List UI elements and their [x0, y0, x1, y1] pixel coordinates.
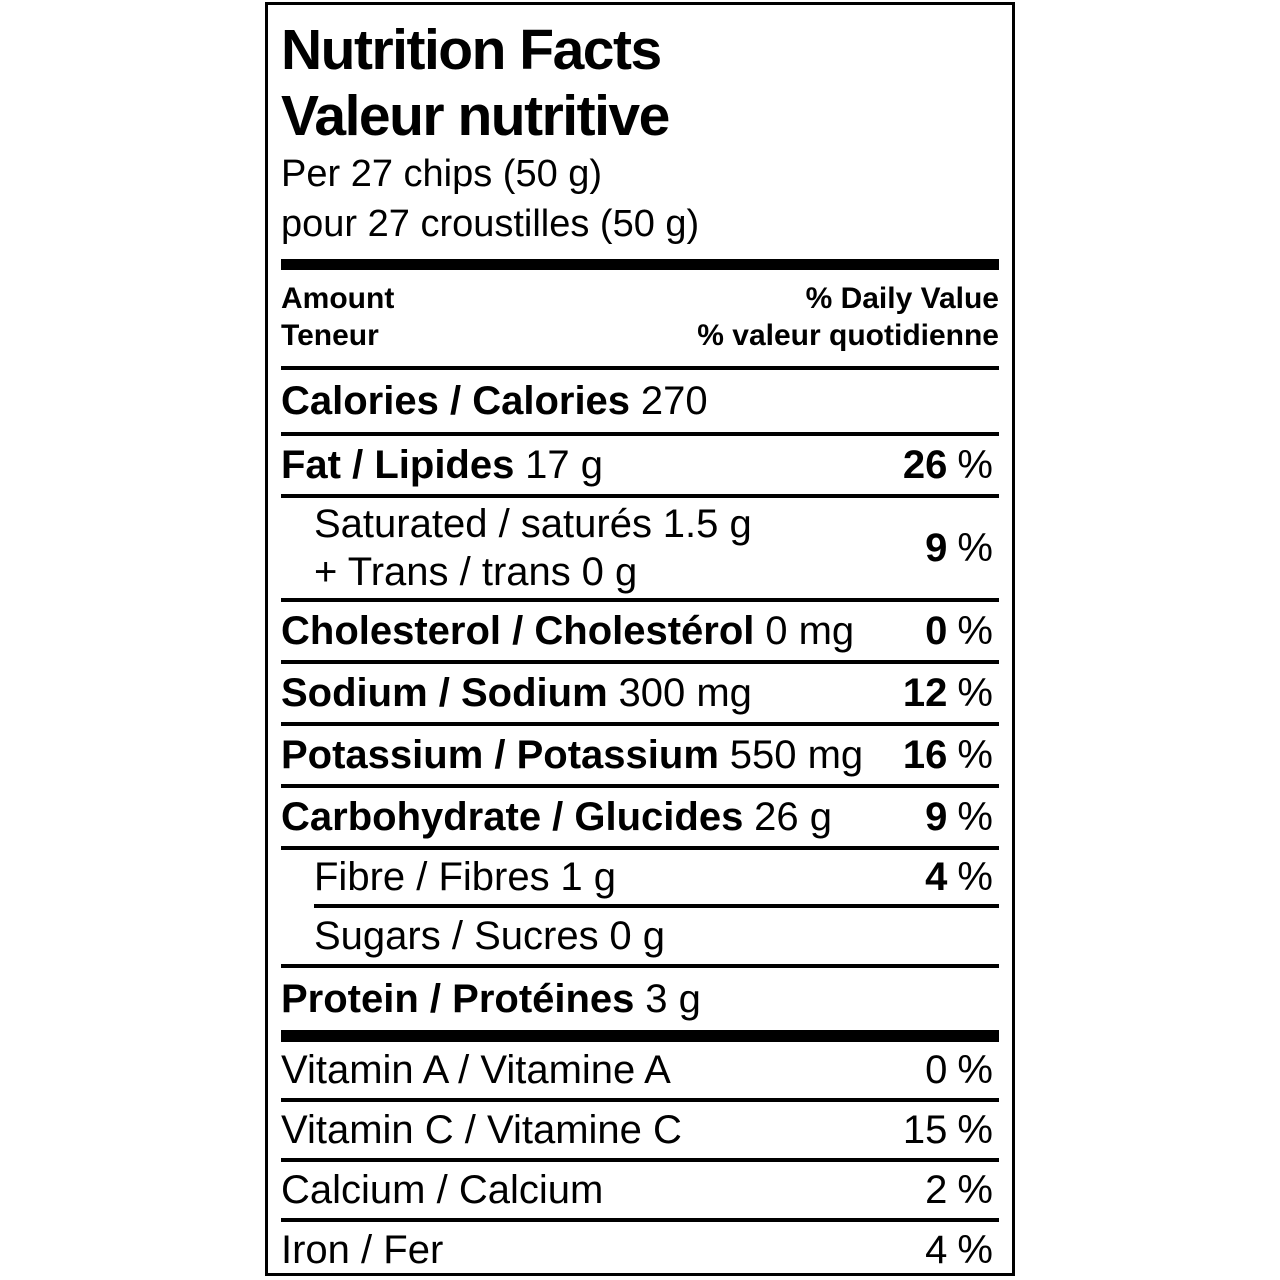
vitamin-c-row	[281, 1102, 999, 1158]
vitamin-c-daily-value: 15 %	[902, 1107, 993, 1152]
potassium-amount: 550 mg	[729, 732, 864, 777]
saturated-trans-daily-value: 9 %	[925, 525, 993, 570]
label-header	[281, 5, 999, 259]
carbohydrate-row	[281, 788, 999, 846]
cholesterol-label: Cholesterol / Cholestérol 0 mg	[281, 608, 855, 653]
percent-sign: %	[957, 854, 993, 899]
percent-sign: %	[957, 670, 993, 715]
sugars-row	[281, 908, 999, 964]
cholesterol-row	[281, 602, 999, 660]
cholesterol-daily-value: 0 %	[925, 608, 993, 653]
cholesterol-amount: 0 mg	[765, 608, 855, 653]
potassium-daily-value: 16 %	[902, 732, 993, 777]
title-french: Valeur nutritive	[281, 84, 669, 148]
serving-size-english: Per 27 chips (50 g)	[281, 153, 603, 195]
percent-sign: %	[957, 794, 993, 839]
iron-daily-value: 4 %	[925, 1227, 993, 1272]
calcium-label: Calcium / Calcium	[281, 1167, 604, 1212]
saturated-trans-fat-label	[281, 500, 752, 596]
thick-divider-top	[281, 259, 999, 270]
percent-sign: %	[957, 1047, 993, 1092]
thick-divider-bottom	[281, 1030, 999, 1042]
fibre-row	[281, 850, 999, 904]
title-english: Nutrition Facts	[281, 18, 661, 82]
fat-daily-value: 26 %	[902, 442, 993, 487]
fat-amount: 17 g	[525, 442, 604, 487]
sugars-label: Sugars / Sucres 0 g	[314, 913, 665, 958]
daily-value-column-heading	[697, 280, 999, 354]
amount-column-heading	[281, 280, 394, 354]
sodium-row	[281, 664, 999, 722]
percent-sign: %	[957, 608, 993, 653]
serving-size-french: pour 27 croustilles (50 g)	[281, 203, 700, 245]
saturated-trans-fat-row	[281, 498, 999, 598]
trans-fat-amount: 0 g	[581, 550, 638, 594]
protein-amount: 3 g	[645, 976, 701, 1021]
calcium-daily-value: 2 %	[925, 1167, 993, 1212]
saturated-fat-amount: 1.5 g	[662, 502, 752, 546]
fibre-amount: 1 g	[560, 854, 617, 899]
potassium-row	[281, 726, 999, 784]
percent-sign: %	[957, 1227, 993, 1272]
calories-value: 270	[640, 378, 708, 423]
fat-label: Fat / Lipides 17 g	[281, 442, 604, 487]
amount-heading-french: Teneur	[281, 319, 379, 352]
daily-value-heading-english: % Daily Value	[805, 282, 999, 315]
calories-label: Calories / Calories 270	[281, 378, 708, 423]
potassium-label: Potassium / Potassium 550 mg	[281, 732, 864, 777]
fibre-label: Fibre / Fibres 1 g	[314, 854, 617, 899]
iron-label: Iron / Fer	[281, 1227, 444, 1272]
percent-sign: %	[957, 1107, 993, 1152]
vitamin-a-row	[281, 1042, 999, 1098]
nutrition-facts-label	[265, 2, 1015, 1276]
fibre-daily-value: 4 %	[925, 854, 993, 899]
sodium-amount: 300 mg	[618, 670, 752, 715]
carbohydrate-amount: 26 g	[754, 794, 832, 839]
column-headings	[281, 270, 999, 366]
carbohydrate-label: Carbohydrate / Glucides 26 g	[281, 794, 832, 839]
carbohydrate-daily-value: 9 %	[925, 794, 993, 839]
percent-sign: %	[957, 525, 993, 570]
vitamin-a-label: Vitamin A / Vitamine A	[281, 1047, 671, 1092]
vitamin-c-label: Vitamin C / Vitamine C	[281, 1107, 682, 1152]
daily-value-heading-french: % valeur quotidienne	[697, 319, 999, 352]
percent-sign: %	[957, 732, 993, 777]
amount-heading-english: Amount	[281, 282, 395, 315]
percent-sign: %	[957, 442, 993, 487]
percent-sign: %	[957, 1167, 993, 1212]
sodium-label: Sodium / Sodium 300 mg	[281, 670, 752, 715]
protein-label: Protein / Protéines 3 g	[281, 976, 701, 1021]
protein-row	[281, 968, 999, 1030]
calcium-row	[281, 1162, 999, 1218]
calories-row	[281, 370, 999, 432]
fat-row	[281, 436, 999, 494]
sodium-daily-value: 12 %	[902, 670, 993, 715]
trans-fat-line: + Trans / trans 0 g	[314, 550, 638, 594]
iron-row	[281, 1222, 999, 1278]
vitamin-a-daily-value: 0 %	[925, 1047, 993, 1092]
sugars-amount: 0 g	[609, 913, 665, 958]
saturated-fat-line: Saturated / saturés 1.5 g	[314, 502, 752, 546]
